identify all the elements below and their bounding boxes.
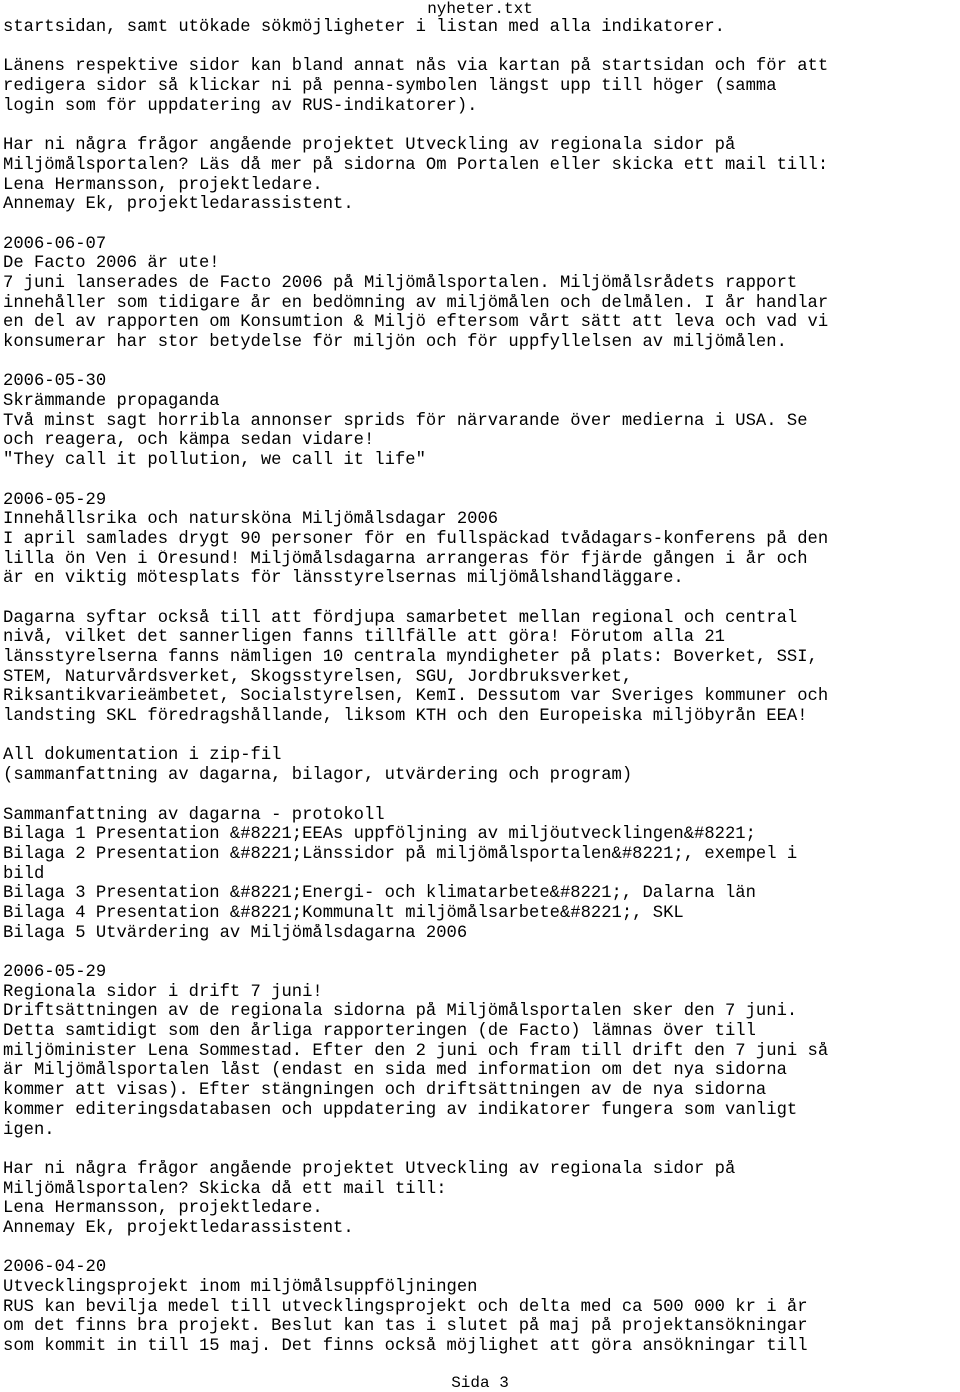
text-line: Lena Hermansson, projektledare. bbox=[3, 1199, 323, 1219]
text-line: redigera sidor så klickar ni på penna-symbolen längst upp till höger (samma bbox=[3, 77, 777, 97]
blank-line bbox=[3, 1140, 958, 1160]
page-header-filename: nyheter.txt bbox=[427, 0, 533, 18]
text-line: "They call it pollution, we call it life" bbox=[3, 451, 426, 471]
text-line: Länens respektive sidor kan bland annat nås via kartan på startsidan och för att bbox=[3, 57, 829, 77]
blank-line bbox=[3, 727, 958, 747]
text-line: om det finns bra projekt. Beslut kan tas i slutet på maj på projektansökningar bbox=[3, 1317, 808, 1337]
text-line: Har ni några frågor angående projektet Utveckling av regionala sidor på bbox=[3, 1159, 736, 1179]
text-line: Bilaga 3 Presentation &#8221;Energi- och klimatarbete&#8221;, Dalarna län bbox=[3, 884, 756, 904]
text-line: Dagarna syftar också till att fördjupa samarbetet mellan regional och central bbox=[3, 608, 798, 628]
text-line: 7 juni lanserades de Facto 2006 på Miljömålsportalen. Miljömålsrådets rapport bbox=[3, 273, 798, 293]
text-line: lilla ön Ven i Öresund! Miljömålsdagarna arrangeras för fjärde gången i år och bbox=[3, 549, 808, 569]
blank-line bbox=[3, 943, 958, 963]
text-line: Utvecklingsprojekt inom miljömålsuppföljningen bbox=[3, 1278, 478, 1297]
text-line: startsidan, samt utökade sökmöjligheter i listan med alla indikatorer. bbox=[3, 18, 725, 37]
text-line: och reagera, och kämpa sedan vidare! bbox=[3, 431, 375, 451]
blank-line bbox=[3, 471, 958, 491]
text-line: Miljömålsportalen? Skicka då ett mail till: bbox=[3, 1179, 447, 1199]
blank-line bbox=[3, 215, 958, 235]
text-line: länsstyrelserna fanns nämligen 10 centrala myndigheter på plats: Boverket, SSI, bbox=[3, 648, 818, 667]
text-line: Innehållsrika och natursköna Miljömålsdagar 2006 bbox=[3, 510, 499, 530]
text-line: 2006-05-29 bbox=[3, 963, 107, 982]
text-line: Driftsättningen av de regionala sidorna på Miljömålsportalen sker den 7 juni. bbox=[3, 1002, 798, 1022]
text-line: De Facto 2006 är ute! bbox=[3, 254, 220, 274]
text-line: (sammanfattning av dagarna, bilagor, utvärdering och program) bbox=[3, 766, 633, 786]
text-line: Miljömålsportalen? Läs då mer på sidorna Om Portalen eller skicka ett mail till: bbox=[3, 155, 829, 175]
text-line: kommer att visas). Efter stängningen och driftsättningen av de nya sidorna bbox=[3, 1081, 767, 1101]
text-line: Detta samtidigt som den årliga rapporteringen (de Facto) lämnas över till bbox=[3, 1022, 756, 1042]
text-line: Har ni några frågor angående projektet Utveckling av regionala sidor på bbox=[3, 136, 736, 156]
text-line: Bilaga 5 Utvärdering av Miljömålsdagarna 2006 bbox=[3, 923, 468, 943]
text-line: 2006-04-20 bbox=[3, 1258, 107, 1278]
text-line: login som för uppdatering av RUS-indikatorer). bbox=[3, 96, 478, 116]
text-line: 2006-06-07 bbox=[3, 234, 107, 254]
text-line: All dokumentation i zip-fil bbox=[3, 746, 282, 766]
text-line: Bilaga 4 Presentation &#8221;Kommunalt miljömålsarbete&#8221;, SKL bbox=[3, 903, 684, 923]
text-line: 2006-05-30 bbox=[3, 372, 107, 392]
text-line: Riksantikvarieämbetet, Socialstyrelsen, KemI. Dessutom var Sveriges kommuner och bbox=[3, 687, 829, 707]
page-footer-number: Sida 3 bbox=[451, 1374, 509, 1392]
text-line: Bilaga 1 Presentation &#8221;EEAs uppföljning av miljöutvecklingen&#8221; bbox=[3, 825, 756, 845]
text-line: som kommit in till 15 maj. Det finns också möjlighet att göra ansökningar till bbox=[3, 1337, 808, 1357]
text-line: Regionala sidor i drift 7 juni! bbox=[3, 982, 323, 1002]
blank-line bbox=[3, 116, 958, 136]
text-line: nivå, vilket det sannerligen fanns tillfälle att göra! Förutom alla 21 bbox=[3, 628, 725, 648]
blank-line bbox=[3, 38, 958, 58]
text-line: I april samlades drygt 90 personer för en fullspäckad tvådagars-konferens på den bbox=[3, 529, 829, 549]
text-line: är Miljömålsportalen låst (endast en sida med information om det nya sidorna bbox=[3, 1061, 787, 1081]
text-line: landsting SKL föredragshållande, liksom KTH och den Europeiska miljöbyrån EEA! bbox=[3, 707, 808, 727]
text-line: innehåller som tidigare år en bedömning av miljömålen och delmålen. I år handlar bbox=[3, 293, 829, 313]
text-line: Annemay Ek, projektledarassistent. bbox=[3, 195, 354, 215]
blank-line bbox=[3, 786, 958, 806]
text-line: kommer editeringsdatabasen och uppdatering av indikatorer fungera som vanligt bbox=[3, 1100, 798, 1120]
text-line: Två minst sagt horribla annonser sprids för närvarande över medierna i USA. Se bbox=[3, 411, 808, 431]
text-line: STEM, Naturvårdsverket, Skogsstyrelsen, SGU, Jordbruksverket, bbox=[3, 667, 633, 687]
blank-line bbox=[3, 1239, 958, 1259]
text-line: Bilaga 2 Presentation &#8221;Länssidor på miljömålsportalen&#8221;, exempel i bbox=[3, 844, 798, 864]
blank-line bbox=[3, 353, 958, 373]
blank-line bbox=[3, 589, 958, 609]
text-line: Annemay Ek, projektledarassistent. bbox=[3, 1218, 354, 1238]
text-line: är en viktig mötesplats för länsstyrelsernas miljömålshandläggare. bbox=[3, 569, 684, 589]
document-body bbox=[3, 18, 958, 1357]
text-line: Lena Hermansson, projektledare. bbox=[3, 175, 323, 195]
text-line: bild bbox=[3, 864, 45, 884]
text-line: konsumerar har stor betydelse för miljön och för uppfyllelsen av miljömålen. bbox=[3, 333, 787, 352]
text-line: miljöminister Lena Sommestad. Efter den 2 juni och fram till drift den 7 juni så bbox=[3, 1041, 829, 1061]
text-line: RUS kan bevilja medel till utvecklingsprojekt och delta med ca 500 000 kr i år bbox=[3, 1297, 808, 1317]
text-line: Sammanfattning av dagarna - protokoll bbox=[3, 805, 385, 825]
text-line: igen. bbox=[3, 1120, 55, 1140]
text-line: en del av rapporten om Konsumtion & Miljö eftersom vårt sätt att leva och vad vi bbox=[3, 313, 829, 333]
text-line: Skrämmande propaganda bbox=[3, 392, 220, 412]
text-line: 2006-05-29 bbox=[3, 490, 107, 510]
